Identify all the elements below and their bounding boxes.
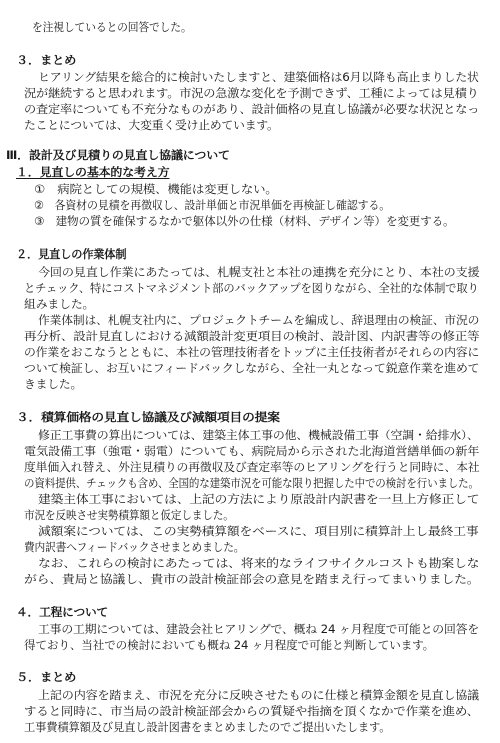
section-heading: １．見直しの基本的な考え方 <box>16 166 170 179</box>
body-text-line: を注視しているとの回答でした。 <box>32 21 192 34</box>
list-item: ② 各資材の見積を再徴収し、設計単価と市況単価を再検証し確認する。 <box>34 199 391 212</box>
body-text-line: 作業体制は、札幌支社内に、プロジェクトチームを編成し、辞退理由の検証、市況の <box>38 314 480 327</box>
body-text-line: 工事の工期については、建設会社ヒアリングで、概ね 24 ヶ月程度で可能との回答を <box>38 623 480 636</box>
body-text-line: とチェック、特にコストマネジメント部のバックアップを図りながら、全社的な体制で取り <box>24 282 479 295</box>
body-text-line: なお、これらの検討にあたっては、将来的なライフサイクルコストも勘案しな <box>38 557 480 570</box>
body-text-line: 減額案については、この実勢積算額をベースに、項目別に積算計上し最終工事 <box>38 525 479 538</box>
body-text-line: 費内訳書へフィードバックさせまとめました。 <box>24 541 245 554</box>
body-text-line: たことについては、大変重く受け止めています。 <box>24 119 279 132</box>
body-text-line: 再分析、設計見直しにおける減額設計変更項目の検討、設計図、内訳書等の修正等 <box>24 330 480 343</box>
section-heading: ２．見直しの作業体制 <box>16 248 127 261</box>
body-text-line: 建築主体工事においては、上記の方法により原設計内訳書を一旦上方修正して <box>38 493 480 506</box>
list-item: ① 病院としての規模、機能は変更しない。 <box>34 183 278 196</box>
chapter-heading: Ⅲ．設計及び見積りの見直し協議について <box>6 149 230 162</box>
body-text-line: 度単価入れ替え、外注見積りの再徴収及び査定率等のヒアリングを行うと同時に、本社 <box>24 461 480 474</box>
body-text-line: ついて検証し、お互いにフィードバックしながら、全社一丸となって鋭意作業を進めて <box>24 362 480 375</box>
body-text-line: の作業をおこなうとともに、本社の管理技術者をトップに主任技術者がそれらの内容に <box>24 346 480 359</box>
body-text-line: 今回の見直し作業にあたっては、札幌支社と本社の連携を充分にとり、本社の支援 <box>38 266 480 279</box>
body-text-line: 上記の内容を踏まえ、市況を充分に反映させたものに仕様と積算金額を見直し協議 <box>38 689 480 702</box>
section-heading: ５．まとめ <box>16 671 77 684</box>
body-text-line: 修正工事費の算出については、建築主体工事の他、機械設備工事（空調・給排水）、 <box>38 429 479 442</box>
list-item: ③ 建物の質を確保するなかで躯体以外の仕様（材料、デザイン等）を変更する。 <box>34 215 455 228</box>
body-text-line: ヒアリング結果を総合的に検討いたしますと、建築価格は6月以降も高止まりした状 <box>38 71 479 84</box>
section-heading: ３．積算価格の見直し協議及び減額項目の提案 <box>16 411 280 424</box>
section-heading: ４．工程について <box>16 606 109 619</box>
body-text-line: 得ており、当社での検討においても概ね 24 ヶ月程度で可能と判断しています。 <box>24 639 435 652</box>
body-text-line: の資料提供、チェックも含め、全国的な建築市況を可能な限り把握した中での検討を行いました。 <box>24 477 479 490</box>
body-text-line: 況が継続すると思われます。市況の急激な変化を予測できず、工種によっては見積り <box>24 87 479 100</box>
body-text-line: 工事費積算額及び見直し設計図書をまとめましたのでご提出いたします。 <box>24 721 391 734</box>
body-text-line: すると同時に、市当局の設計検証部会からの質疑や指摘を頂くなかで作業を進め、 <box>24 705 479 718</box>
body-text-line: 組みました。 <box>24 298 95 311</box>
body-text-line: きました。 <box>24 378 83 391</box>
section-heading: ３．まとめ <box>16 54 77 67</box>
body-text-line: がら、貴局と協議し、貴市の設計検証部会の意見を踏まえ行ってまいりました。 <box>24 573 480 586</box>
body-text-line: 市況を反映させ実勢積算額と仮定しました。 <box>24 509 234 522</box>
body-text-line: の査定率についても不充分なものがあり、設計価格の見直し協議が必要な状況となっ <box>24 103 480 116</box>
body-text-line: 電気設備工事（強電・弱電）についても、病院局から示された北海道営繕単価の新年 <box>24 445 480 458</box>
